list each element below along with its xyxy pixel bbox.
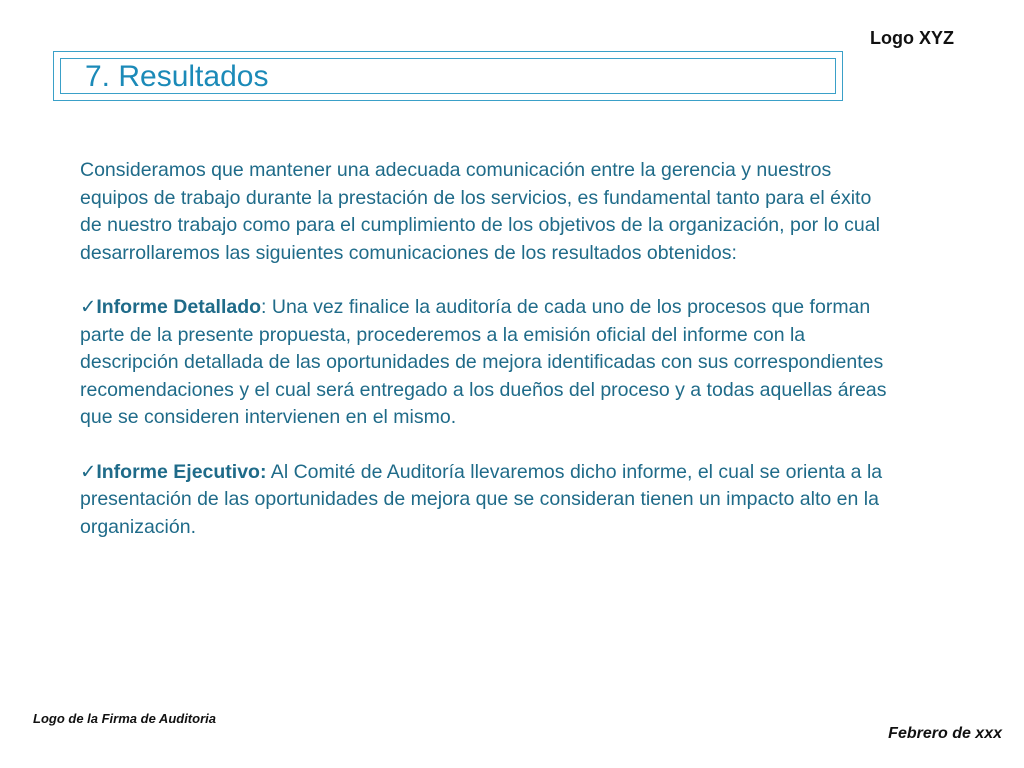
checkmark-icon: ✓ [80,296,97,318]
checkmark-icon: ✓ [80,460,97,483]
date-text: Febrero de xxx [888,725,1002,742]
item-heading: Informe Ejecutivo: [96,460,267,483]
body-content [80,157,895,568]
company-logo-text: Logo XYZ [870,28,954,48]
list-item-informe-detallado [80,294,895,432]
title-frame [53,51,843,101]
intro-paragraph: Consideramos que mantener una adecuada comunicación entre la gerencia y nuestros equipos de trabajo durante la prestación de los servicios, es fundamental tanto para el éxito de nuestro trabajo como para el cumplimiento de los objetivos de la organización, por lo cual desarrollaremos las siguientes comunicaciones de los resultados obtenidos: [80,159,880,264]
page-title: 7. Resultados [85,60,269,93]
title-inner-frame [60,58,836,94]
item-heading: Informe Detallado [96,296,262,318]
list-item-informe-ejecutivo [80,459,895,542]
item-text: Al Comité de Auditoría llevaremos dicho informe, el cual se orienta a la presentación de las oportunidades de mejora que se consideran tienen un impacto alto en la organización. [80,460,883,538]
firm-logo-text: Logo de la Firma de Auditoria [33,711,216,726]
item-text: : Una vez finalice la auditoría de cada uno de los procesos que forman parte de la presente propuesta, procederemos a la emisión oficial del informe con la descripción detallada de las oportunidades de mejora identificadas con sus correspondientes recomendaciones y el cual será entregado a los dueños del proceso y a todas aquellas áreas que se consideren intervienen en el mismo. [80,296,887,428]
